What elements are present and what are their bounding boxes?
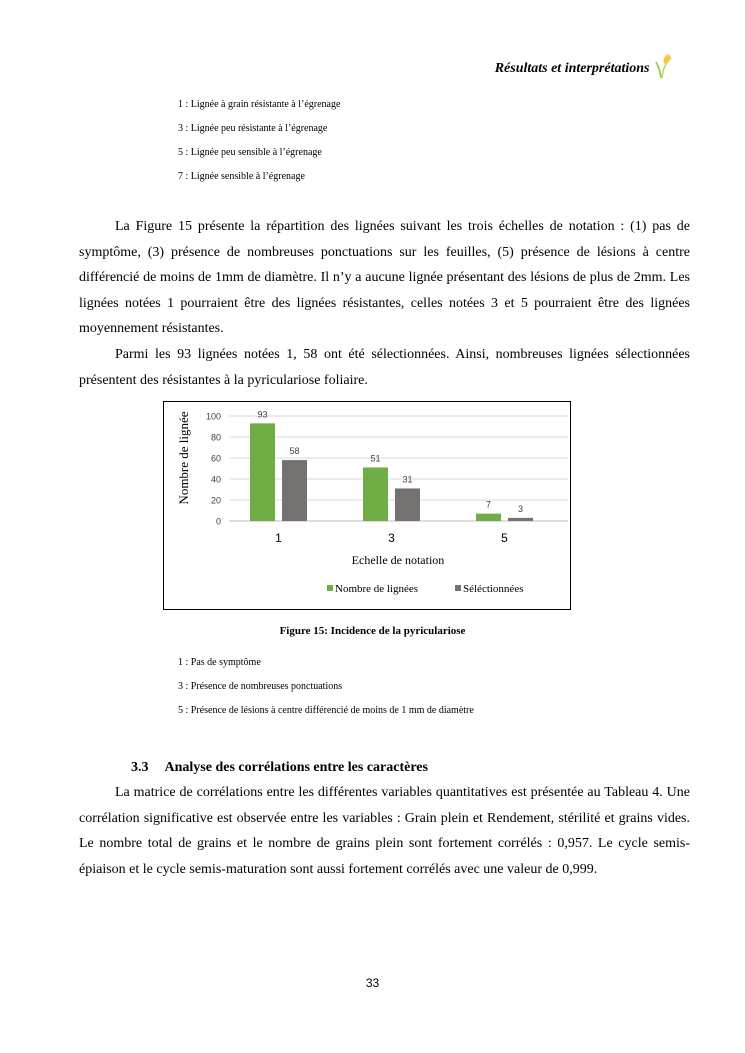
data-label: 7 — [485, 499, 492, 510]
legend-swatch — [455, 585, 461, 591]
paragraph: La Figure 15 présente la répartition des lignées suivant les trois échelles de notation : (1) pas de symptôme, (3) présence de nombreuses ponctuations sur les feuilles, (5) présence de lésions à centre différencié de moins de 1mm de diamètre. Il n’y a aucune lignée présentant des lésions de plus de 2mm. Les lignées notées 1 pourraient être des lignées résistantes, celles notées 3 et 5 pourraient être des lignées moyennement résistantes. — [79, 219, 690, 337]
y-tick-label: 20 — [210, 495, 221, 506]
x-tick-label: 5 — [501, 531, 508, 545]
x-axis-label: Echelle de notation — [351, 553, 445, 567]
bar — [282, 460, 307, 521]
note-line: 1 : Lignée à grain résistante à l’égrenage — [178, 99, 341, 110]
section-number: 3.3 — [131, 760, 149, 775]
page-number: 33 — [365, 976, 380, 990]
data-label: 58 — [289, 446, 300, 457]
note-line: 5 : Lignée peu sensible à l’égrenage — [178, 147, 322, 158]
data-label: 3 — [517, 503, 524, 514]
figure-caption: Figure 15: Incidence de la pyriculariose — [279, 625, 466, 637]
note-line: 3 : Lignée peu résistante à l’égrenage — [178, 123, 328, 134]
data-label: 31 — [402, 474, 413, 485]
bar — [250, 423, 275, 521]
x-tick-label: 1 — [275, 531, 282, 545]
paragraph: La matrice de corrélations entre les différentes variables quantitatives est présentée au Tableau 4. Une corrélation significative est observée entre les variables : Grain plein et Rendement, stérilité et grains vides. Le nombre total de grains et le nombre de grains plein sont fortement corrélés : 0,957. Le cycle semis-épiaison et le cycle semis-maturation sont aussi fortement corrélés avec une valeur de 0,999. — [79, 785, 690, 877]
bar-chart — [163, 401, 571, 610]
y-tick-label: 60 — [210, 453, 221, 464]
bar — [476, 514, 501, 521]
bar — [508, 518, 533, 521]
data-label: 51 — [370, 453, 381, 464]
note-line: 3 : Présence de nombreuses ponctuations — [178, 681, 343, 692]
note-line: 1 : Pas de symptôme — [178, 657, 261, 668]
running-header — [495, 54, 673, 78]
paragraph: Parmi les 93 lignées notées 1, 58 ont été sélectionnées. Ainsi, nombreuses lignées sélectionnées présentent des résistantes à la pyriculariose foliaire. — [79, 347, 690, 388]
y-tick-label: 80 — [210, 432, 221, 443]
section-title: Analyse des corrélations entre les caractères — [164, 760, 428, 775]
bar — [363, 467, 388, 521]
legend-label: Nombre de lignées — [335, 583, 419, 595]
legend-swatch — [327, 585, 333, 591]
y-tick-label: 0 — [215, 516, 221, 527]
chart-canvas — [164, 402, 570, 609]
note-line: 7 : Lignée sensible à l’égrenage — [178, 171, 305, 182]
section-heading — [131, 760, 428, 776]
rice-plant-icon — [655, 54, 673, 78]
data-label: 93 — [257, 409, 268, 420]
x-tick-label: 3 — [388, 531, 395, 545]
y-tick-label: 40 — [210, 474, 221, 485]
note-line: 5 : Présence de lésions à centre différencié de moins de 1 mm de diamètre — [178, 705, 474, 716]
y-axis-label: Nombre de lignée — [176, 411, 191, 505]
legend-label: Séléctionnées — [463, 583, 524, 595]
bar — [395, 488, 420, 521]
y-tick-label: 100 — [205, 411, 221, 422]
header-title: Résultats et interprétations — [494, 61, 650, 76]
